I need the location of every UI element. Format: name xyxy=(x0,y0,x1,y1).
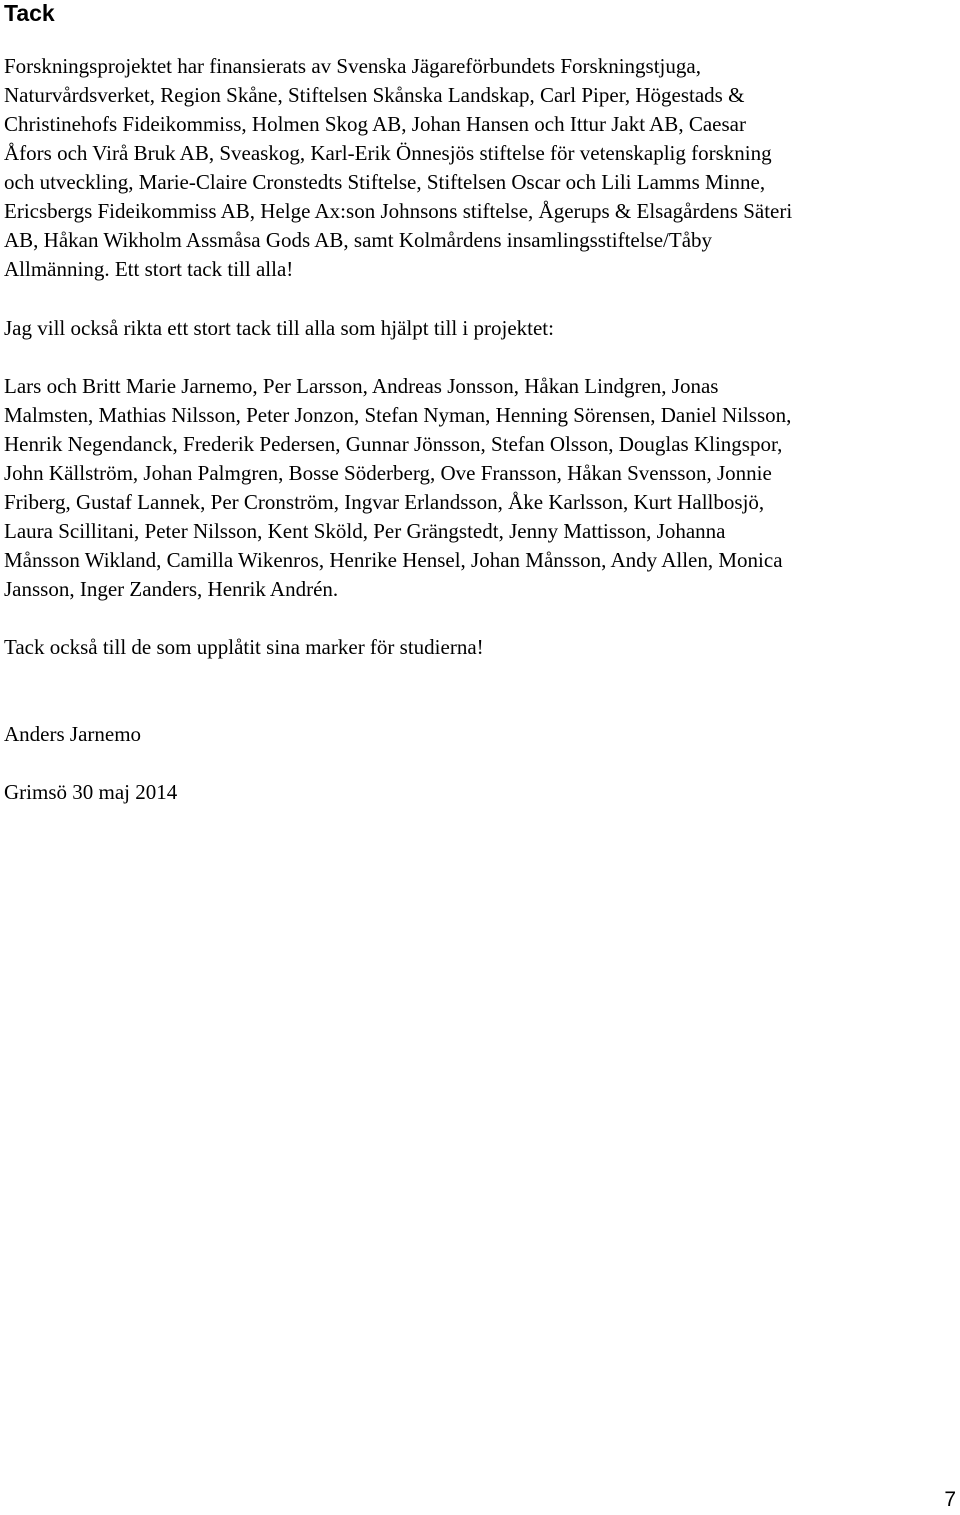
page-title: Tack xyxy=(4,0,55,26)
place-and-date: Grimsö 30 maj 2014 xyxy=(4,780,178,804)
acknowledged-names-paragraph: Lars och Britt Marie Jarnemo, Per Larsson, Andreas Jonsson, Håkan Lindgren, Jonas Malmsten, Mathias Nilsson, Peter Jonzon, Stefan Nyman, Henning Sörensen, Daniel Nilsson, Henrik Negendanck, Frederik Pedersen, Gunnar Jönsson, Stefan Olsson, Douglas Klingspor, John Källström, Johan Palmgren, Bosse Söderberg, Ove Fransson, Håkan Svensson, Jonnie Friberg, Gustaf Lannek, Per Cronström, Ingvar Erlandsson, Åke Karlsson, Kurt Hallbosjö, Laura Scillitani, Peter Nilsson, Kent Sköld, Per Grängstedt, Jenny Mattisson, Johanna Månsson Wikland, Camilla Wikenros, Henrike Hensel, Johan Månsson, Andy Allen, Monica Jansson, Inger Zanders, Henrik Andrén. xyxy=(4,374,792,601)
funding-paragraph: Forskningsprojektet har finansierats av Svenska Jägareförbundets Forskningstjuga, Naturvårdsverket, Region Skåne, Stiftelsen Skånska Landskap, Carl Piper, Högestads & Christinehofs Fideikommiss, Holmen Skog AB, Johan Hansen och Ittur Jakt AB, Caesar Åfors och Virå Bruk AB, Sveaskog, Karl-Erik Önnesjös stiftelse för vetenskaplig forskning och utveckling, Marie-Claire Cronstedts Stiftelse, Stiftelsen Oscar och Lili Lamms Minne, Ericsbergs Fideikommiss AB, Helge Ax:son Johnsons stiftelse, Ågerups & Elsagårdens Säteri AB, Håkan Wikholm Assmåsa Gods AB, samt Kolmårdens insamlingsstiftelse/Tåby Allmänning. Ett stort tack till alla! xyxy=(4,54,793,281)
author-signature: Anders Jarnemo xyxy=(4,722,142,746)
thanks-intro-paragraph: Jag vill också rikta ett stort tack till alla som hjälpt till i projektet: xyxy=(4,316,554,340)
landowners-thanks-paragraph: Tack också till de som upplåtit sina marker för studierna! xyxy=(4,635,484,659)
page-number: 7 xyxy=(944,1488,956,1511)
